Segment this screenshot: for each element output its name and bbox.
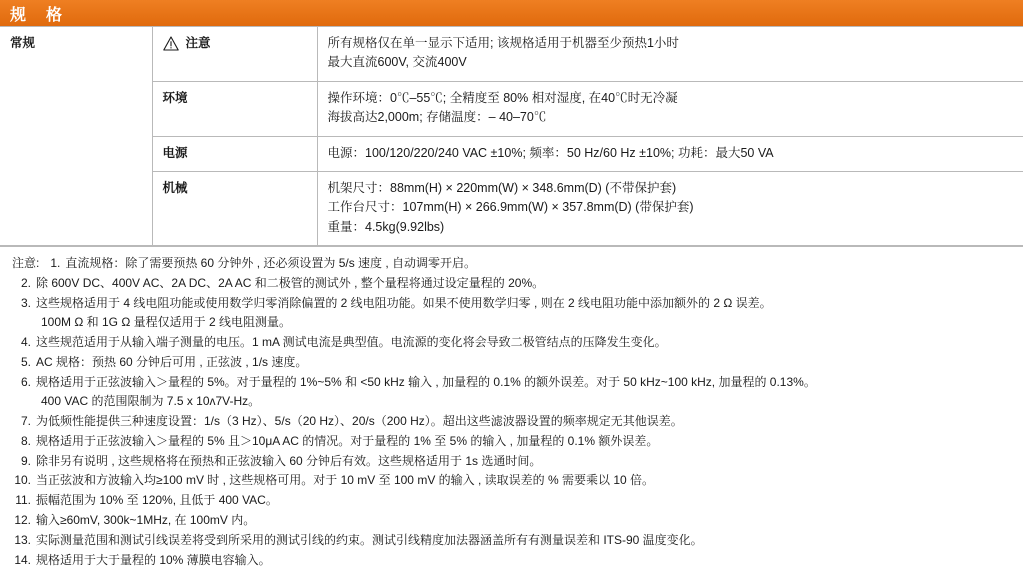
note-item <box>12 333 1011 352</box>
note-number: 8. <box>20 433 31 448</box>
note-text: 直流规格：除了需要预热 60 分钟外 , 还必须设置为 5/s 速度 , 自动调零开启。 <box>65 256 477 270</box>
power-line-1: 电源：100/120/220/240 VAC ±10%; 频率：50 Hz/60 Hz ±10%; 功耗：最大50 VA <box>327 145 774 160</box>
subcategory-caution <box>152 27 317 82</box>
note-item <box>12 551 1011 570</box>
note-item <box>12 412 1011 431</box>
note-text: 振幅范围为 10% 至 120%, 且低于 400 VAC。 <box>36 493 278 508</box>
table-row <box>0 81 1023 136</box>
note-text: 除 600V DC、400V AC、2A DC、2A AC 和二极管的测试外 , 整个量程将通过设定量程的 20%。 <box>36 275 545 290</box>
mechanical-values <box>317 171 1023 245</box>
note-number: 3. <box>20 295 31 310</box>
note-item <box>12 432 1011 451</box>
note-number: 2. <box>20 275 31 290</box>
mechanical-line-1: 机架尺寸：88mm(H) × 220mm(W) × 348.6mm(D) (不带保护套) <box>327 180 677 195</box>
note-text: 规格适用于大于量程的 10% 薄膜电容输入。 <box>36 553 271 568</box>
mechanical-line-2: 工作台尺寸：107mm(H) × 266.9mm(W) × 357.8mm(D) (带保护套) <box>327 200 694 215</box>
note-continuation: 100M Ω 和 1G Ω 量程仅适用于 2 线电阻测量。 <box>41 314 291 329</box>
note-number: 6. <box>20 374 31 389</box>
table-row <box>0 136 1023 171</box>
note-text: AC 规格：预热 60 分钟后可用 , 正弦波 , 1/s 速度。 <box>36 354 308 369</box>
note-text: 实际测量范围和测试引线误差将受到所采用的测试引线的约束。测试引线精度加法器涵盖所有有测量误差和 ITS-90 温度变化。 <box>36 533 703 548</box>
note-text: 规格适用于正弦波输入＞量程的 5% 且＞10μA AC 的情况。对于量程的 1% 至 5% 的输入 , 加量程的 0.1% 额外误差。 <box>36 433 659 448</box>
specifications-table-body <box>0 27 1023 246</box>
note-number: 13. <box>14 533 31 548</box>
note-item <box>12 353 1011 372</box>
note-text: 规格适用于正弦波输入＞量程的 5%。对于量程的 1%~5% 和 <50 kHz 输入 , 加量程的 0.1% 的额外误差。对于 50 kHz~100 kHz, 加量程的 0.13%。 <box>36 374 816 389</box>
note-text: 除非另有说明 , 这些规格将在预热和正弦波输入 60 分钟后有效。这些规格适用于 1s 选通时间。 <box>36 453 542 468</box>
note-text: 当正弦波和方波输入均≥100 mV 时 , 这些规格可用。对于 10 mV 至 100 mV 的输入 , 读取误差的 % 需要乘以 10 倍。 <box>36 473 655 488</box>
environment-line-2: 海拔高达2,000m; 存储温度：– 40–70℃ <box>327 110 547 125</box>
subcategory-environment: 环境 <box>152 81 317 136</box>
mechanical-line-3: 重量：4.5kg(9.92lbs) <box>327 219 445 234</box>
note-number: 7. <box>20 413 31 428</box>
note-number: 11. <box>15 493 31 508</box>
table-row <box>0 171 1023 245</box>
page-title: 规 格 <box>10 6 65 24</box>
note-item <box>12 452 1011 471</box>
note-item <box>12 471 1011 490</box>
table-row <box>0 27 1023 82</box>
environment-values <box>317 81 1023 136</box>
note-number: 10. <box>14 473 31 488</box>
note-text: 为低频性能提供三种速度设置：1/s（3 Hz）、5/s（20 Hz）、20/s（200 Hz）。超出这些滤波器设置的频率规定无其他误差。 <box>36 413 683 428</box>
note-number: 1. <box>50 256 61 270</box>
note-text: 这些规格适用于 4 线电阻功能或使用数学归零消除偏置的 2 线电阻功能。如果不使用数学归零 , 则在 2 线电阻功能中添加额外的 2 Ω 误差。 <box>36 295 772 310</box>
note-item <box>12 373 1011 392</box>
note-continuation: 400 VAC 的范围限制为 7.5 x 10ʌ7V-Hz。 <box>41 393 261 408</box>
note-text: 这些规范适用于从输入端子测量的电压。1 mA 测试电流是典型值。电流源的变化将会导致二极管结点的压降发生变化。 <box>36 334 667 349</box>
note-number: 14. <box>14 553 31 568</box>
note-item <box>12 254 1011 273</box>
note-text: 输入≥60mV, 300k~1MHz, 在 100mV 内。 <box>36 513 256 528</box>
subcategory-caution-label: 注意 <box>185 36 211 50</box>
specifications-table <box>0 26 1023 246</box>
note-number: 9. <box>20 453 31 468</box>
note-item <box>12 531 1011 550</box>
note-item <box>12 511 1011 530</box>
note-number: 12. <box>14 513 31 528</box>
caution-line-2: 最大直流600V, 交流400V <box>327 55 467 70</box>
environment-line-1: 操作环境：0℃–55℃; 全精度至 80% 相对湿度, 在40℃时无冷凝 <box>327 90 678 105</box>
note-item <box>12 294 1011 313</box>
subcategory-mechanical: 机械 <box>152 171 317 245</box>
note-number: 4. <box>20 334 31 349</box>
section-header-bar <box>0 0 1023 26</box>
warning-triangle-icon <box>163 36 179 51</box>
notes-section <box>0 246 1023 574</box>
note-number: 5. <box>20 354 31 369</box>
category-general: 常规 <box>0 27 152 246</box>
power-values <box>317 136 1023 171</box>
caution-values <box>317 27 1023 82</box>
caution-line-1: 所有规格仅在单一显示下适用; 该规格适用于机器至少预热1小时 <box>327 36 679 50</box>
note-item <box>12 491 1011 510</box>
note-item <box>12 274 1011 293</box>
notes-label: 注意: <box>12 256 40 270</box>
subcategory-power: 电源 <box>152 136 317 171</box>
